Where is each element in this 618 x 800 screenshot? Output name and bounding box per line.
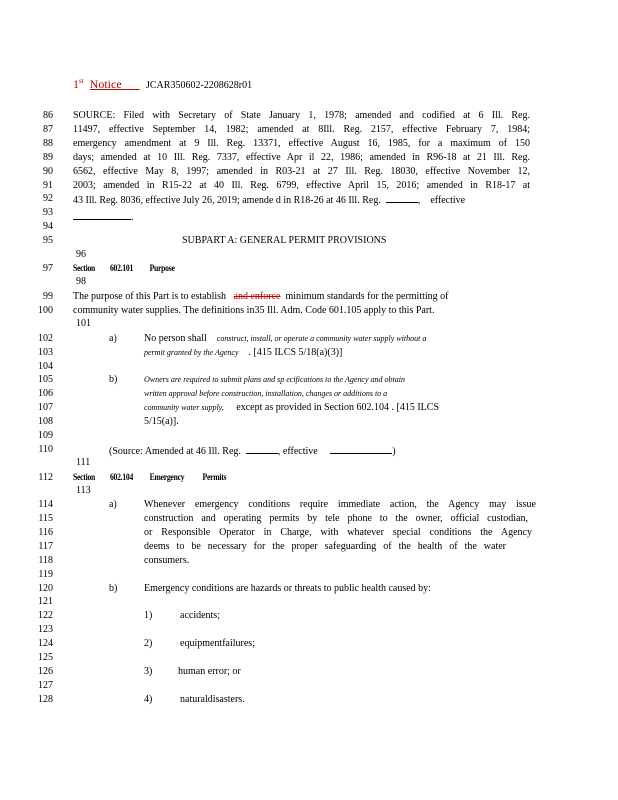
line-number: 92 [43, 193, 53, 204]
notice-word: Notice [89, 77, 122, 91]
section-602-101-heading [73, 263, 175, 273]
subsection-a-label: a) [109, 333, 117, 344]
section-title-2: Permits [202, 472, 227, 482]
line-number: 86 [43, 110, 53, 121]
source-note-text: (Source: Amended at 46 Ill. Reg. [109, 446, 241, 457]
purpose-line-2: community water supplies. The definitions in35 Ill. Adm. Code 601.105 apply to this Part. [73, 305, 435, 316]
source-note-close: ) [392, 446, 396, 457]
line-number: 95 [43, 235, 53, 246]
subsection-b-line-3 [144, 402, 439, 414]
list-item-text: accidents; [180, 610, 220, 621]
section-code: 602.104 [109, 472, 134, 482]
line-number: 107 [38, 402, 53, 413]
subsection-b-line-1: Owners are required to submit plans and sp ecifications to the Agency and obtain [144, 375, 405, 384]
line-number: 109 [38, 430, 53, 441]
line-number: 102 [38, 333, 53, 344]
emergency-a-line: deems to be necessary for the proper safeguarding of the health of the water [144, 541, 506, 552]
effective-date-blank-line: . [73, 207, 134, 225]
line-number: 124 [38, 638, 53, 649]
list-item-number: 1) [144, 610, 153, 621]
line-number: 103 [38, 347, 53, 358]
line-number: 116 [38, 527, 53, 538]
line-number: 123 [38, 624, 53, 635]
emergency-a-line: construction and operating permits by tele phone to the owner, official custodian, [144, 513, 528, 524]
source-note-effective: , effective [277, 446, 318, 457]
subsection-a-line-2 [144, 347, 342, 359]
subsection-a-italic-2: permit granted by the Agency [144, 348, 239, 357]
line-number: 97 [43, 263, 53, 274]
line-number: 87 [43, 124, 53, 135]
notice-number: 1 [73, 77, 79, 91]
line-number: 89 [43, 152, 53, 163]
subsection-b-text: except as provided in Section 602.104 . [415 ILCS [236, 402, 440, 413]
section-word: Section [73, 263, 96, 273]
subsection-b-line-4: 5/15(a)]. [144, 416, 179, 427]
subsection-b-italic: community water supply, [144, 403, 224, 412]
line-number: 108 [38, 416, 53, 427]
emergency-a-line: or Responsible Operator in Charge, with whatever special conditions the Agency [144, 527, 532, 538]
line-number: 118 [38, 555, 53, 566]
line-number: 128 [38, 694, 53, 705]
line-number: 90 [43, 166, 53, 177]
purpose-line-1 [73, 291, 449, 303]
list-item-number: 4) [144, 694, 153, 705]
line-number: 113 [76, 485, 91, 496]
source-line: 6562, effective May 8, 1997; amended in R03-21 at 27 Ill. Reg. 18030, effective November 12, [73, 166, 530, 177]
effective-word: effective [430, 195, 466, 206]
line-number: 126 [38, 666, 53, 677]
subsection-b-line-2: written approval before construction, installation, changes or additions to a [144, 389, 388, 398]
line-number: 104 [38, 361, 53, 372]
notice-label [73, 77, 140, 92]
line-number: 119 [38, 569, 53, 580]
line-number: 94 [43, 221, 53, 232]
deleted-text: and enforce [233, 291, 281, 302]
list-item-number: 2) [144, 638, 153, 649]
section-code: 602.101 [109, 263, 134, 273]
section-title: Emergency [149, 472, 185, 482]
line-number: 96 [76, 249, 86, 260]
line-number: 125 [38, 652, 53, 663]
source-line: 43 Ill. Reg. 8036, effective July 26, 2019; amende d in R18-26 at 46 Ill. Reg. , effective [73, 195, 466, 206]
line-number: 115 [38, 513, 53, 524]
line-number: 112 [38, 472, 53, 483]
line-number: 105 [38, 374, 53, 385]
line-number: 100 [38, 305, 53, 316]
list-item-text: equipmentfailures; [180, 638, 255, 649]
source-date-blank [330, 444, 392, 454]
subsection-a-italic: construct, install, or operate a community water supply without a [216, 334, 427, 343]
subsection-a-label: a) [109, 499, 117, 510]
source-line: emergency amendment at 9 Ill. Reg. 13371, effective August 16, 1985, for a maximum of 150 [73, 138, 530, 149]
subsection-b-label: b) [109, 374, 118, 385]
source-line: 11497, effective September 14, 1982; amended at 8Ill. Reg. 2157, effective February 7, 1984; [73, 124, 530, 135]
source-line-text: 43 Ill. Reg. 8036, effective July 26, 2019; amende d in R18-26 at 46 Ill. Reg. [73, 195, 381, 206]
purpose-text-cont: minimum standards for the permitting of [285, 291, 449, 302]
section-title: Purpose [149, 263, 175, 273]
emergency-a-line: Whenever emergency conditions require immediate action, the Agency may issue [144, 499, 536, 510]
subsection-a-line-1 [144, 333, 426, 345]
subsection-a-citation: . [415 ILCS 5/18(a)(3)] [248, 347, 343, 358]
list-item-text: human error; or [178, 666, 241, 677]
emergency-b-text: Emergency conditions are hazards or threats to public health caused by: [144, 583, 431, 594]
subsection-a-text: No person shall [144, 333, 207, 344]
list-item-text: naturaldisasters. [180, 694, 245, 705]
purpose-text: The purpose of this Part is to establish [73, 291, 227, 302]
line-number: 93 [43, 207, 53, 218]
source-note [109, 444, 396, 458]
line-number: 88 [43, 138, 53, 149]
line-number: 121 [38, 596, 53, 607]
line-number: 114 [38, 499, 53, 510]
line-number: 110 [38, 444, 53, 455]
emergency-a-line: consumers. [144, 555, 190, 566]
subpart-title: SUBPART A: GENERAL PERMIT PROVISIONS [182, 235, 387, 246]
subsection-b-label: b) [109, 583, 118, 594]
section-word: Section [73, 472, 96, 482]
line-number: 117 [38, 541, 53, 552]
section-602-104-heading [73, 472, 226, 482]
reg-page-blank [386, 193, 418, 203]
line-number: 111 [76, 457, 91, 468]
line-number: 120 [38, 583, 53, 594]
effective-date-blank [73, 210, 131, 220]
source-line: days; amended at 10 Ill. Reg. 7337, effective Apr il 22, 1986; amended in R96-18 at 21 Ill. Reg. [73, 152, 530, 163]
line-number: 98 [76, 276, 86, 287]
document-id: JCAR350602-2208628r01 [146, 80, 253, 91]
source-line: SOURCE: Filed with Secretary of State January 1, 1978; amended and codified at 6 Ill. Reg. [73, 110, 530, 121]
notice-superscript: st [79, 77, 84, 85]
source-line: 2003; amended in R15-22 at 40 Ill. Reg. 6799, effective April 15, 2016; amended in R18-17 at [73, 180, 530, 191]
source-reg-blank [246, 444, 278, 454]
line-number: 106 [38, 388, 53, 399]
line-number: 91 [43, 180, 53, 191]
line-number: 127 [38, 680, 53, 691]
line-number: 122 [38, 610, 53, 621]
line-number: 101 [76, 318, 91, 329]
line-number: 99 [43, 291, 53, 302]
list-item-number: 3) [144, 666, 153, 677]
